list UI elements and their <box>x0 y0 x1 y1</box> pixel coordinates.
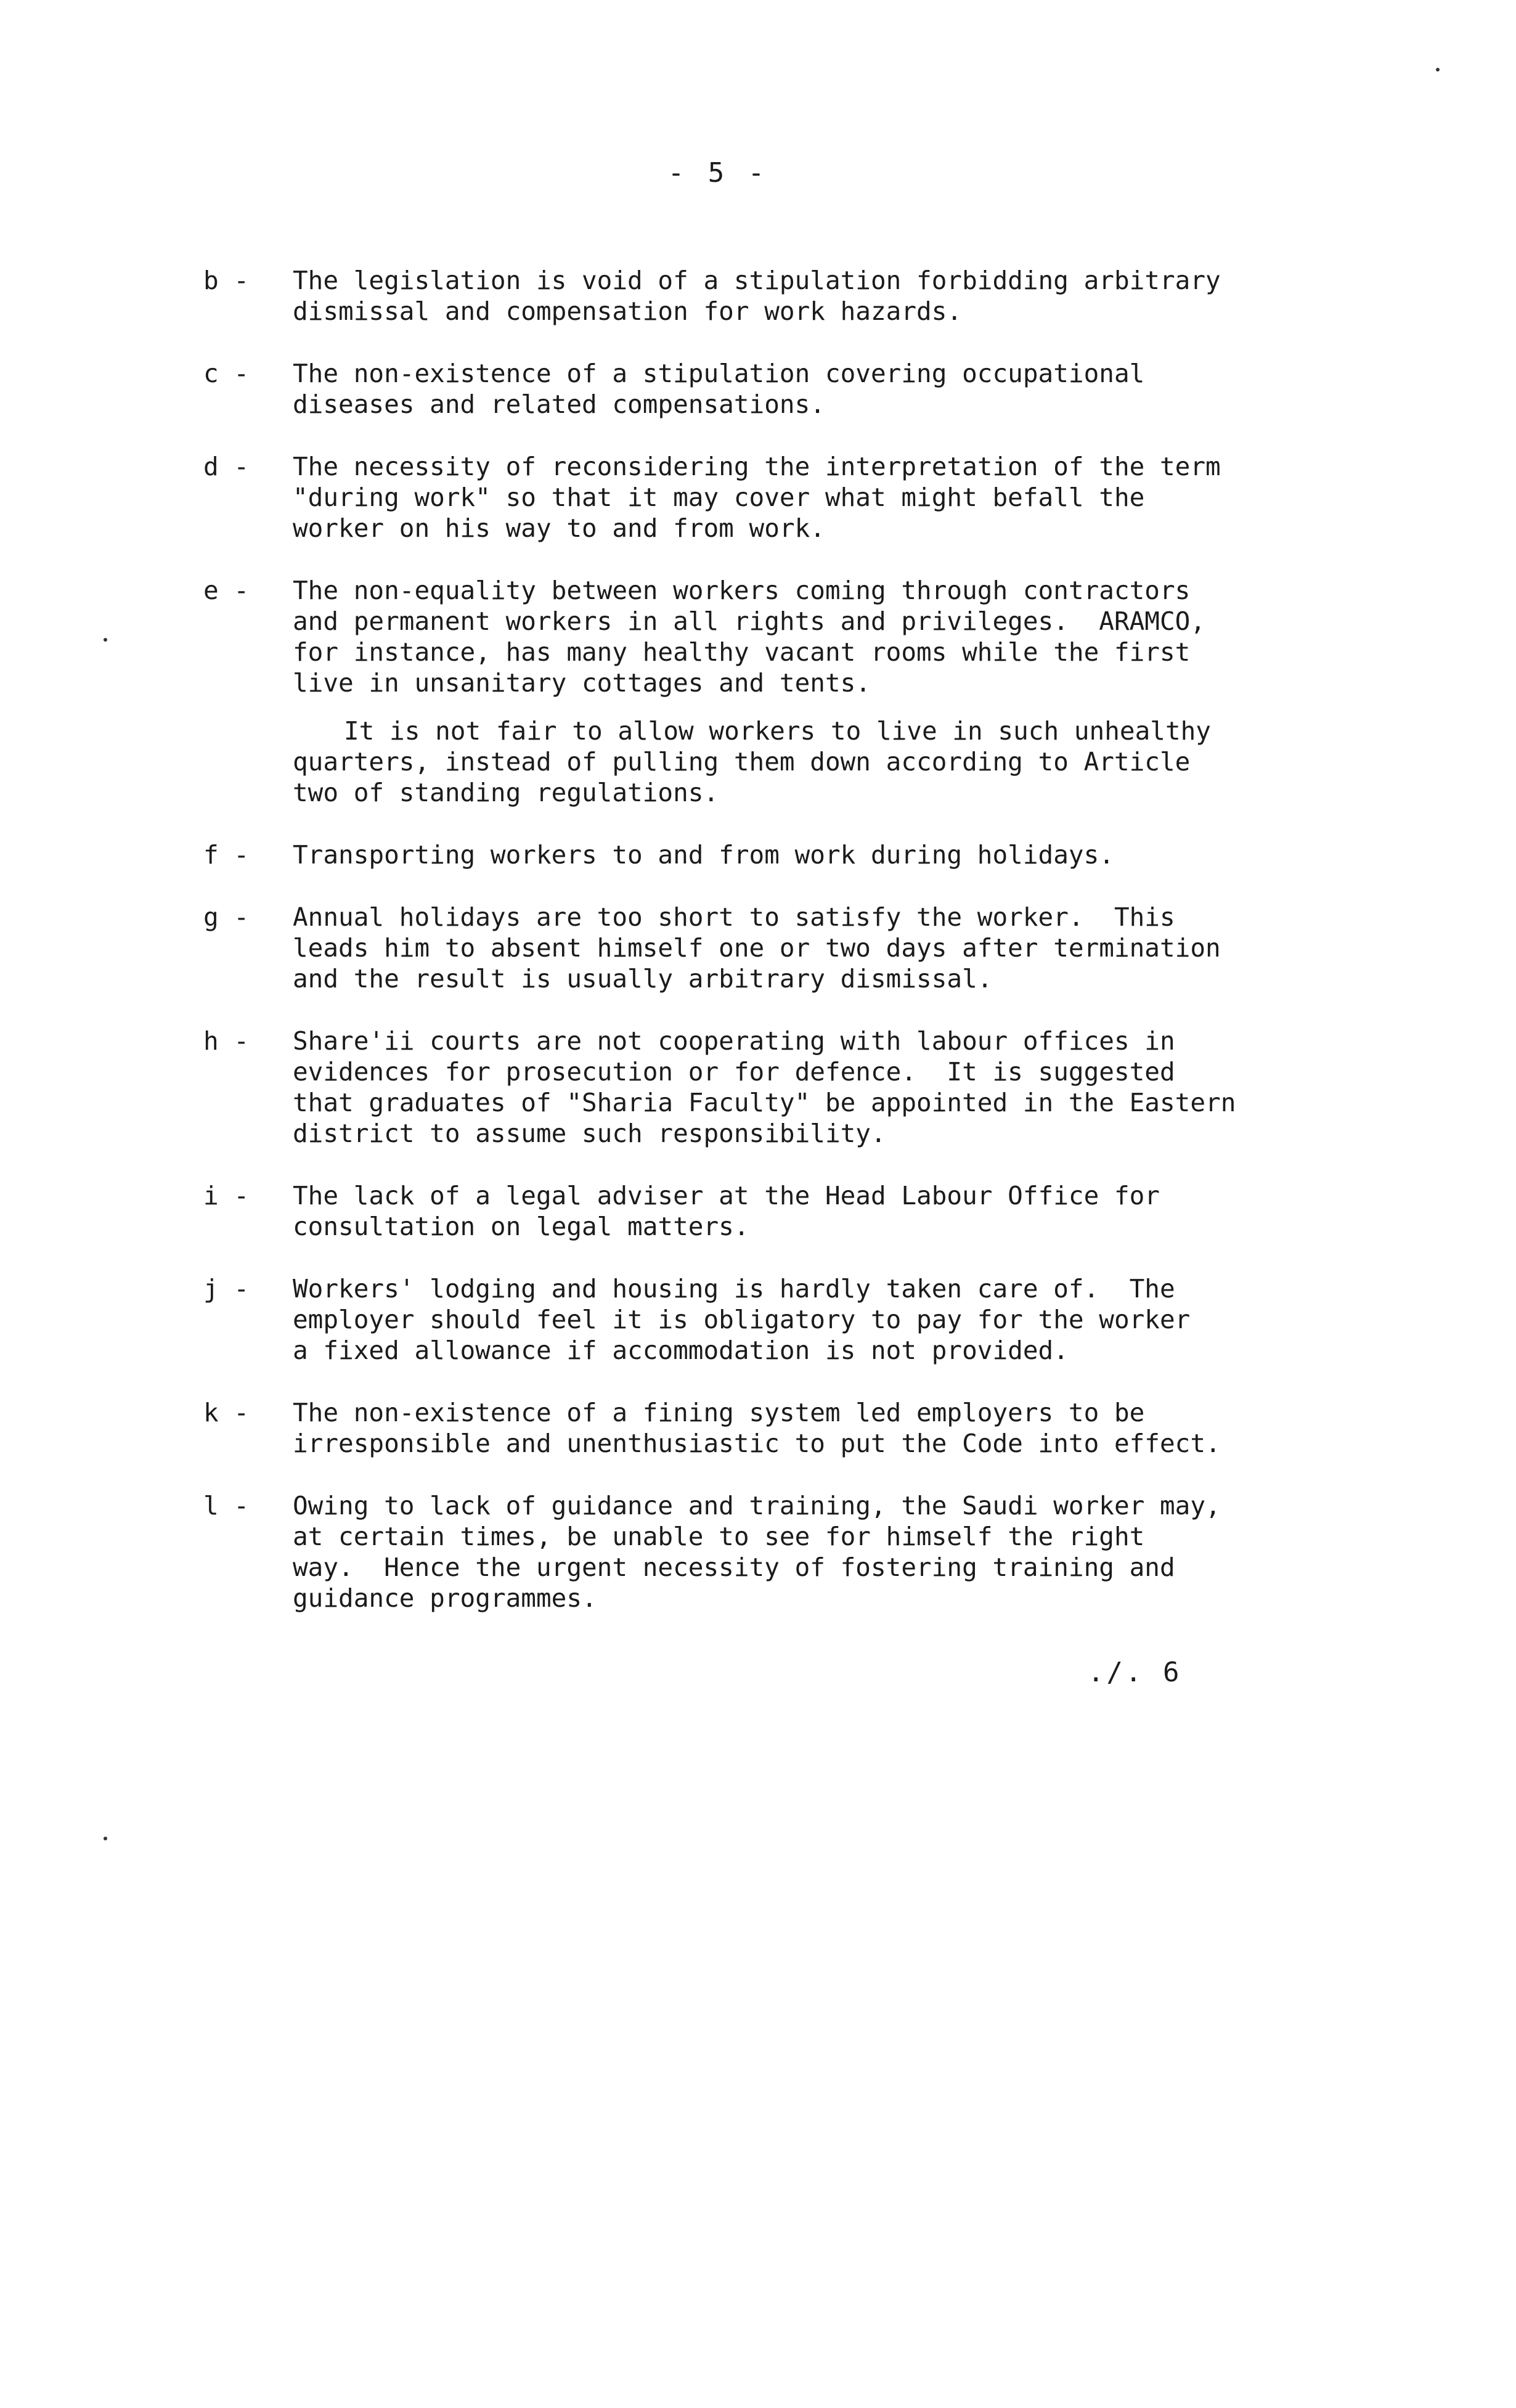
list-item <box>203 839 1374 870</box>
list-item <box>203 451 1374 544</box>
scan-speck <box>1436 68 1440 71</box>
text-line: diseases and related compensations. <box>293 390 825 419</box>
item-text <box>293 1026 1374 1149</box>
text-line: irresponsible and unenthusiastic to put the Code into effect. <box>293 1429 1221 1458</box>
list-item <box>203 1273 1374 1366</box>
text-line: employer should feel it is obligatory to pay for the worker <box>293 1305 1191 1334</box>
list-item <box>203 575 1374 808</box>
item-marker: f - <box>203 840 250 870</box>
item-text <box>293 575 1374 808</box>
item-marker: l - <box>203 1491 250 1520</box>
item-marker: i - <box>203 1181 250 1210</box>
text-line: consultation on legal matters. <box>293 1212 749 1241</box>
item-text <box>293 839 1374 870</box>
text-line: The necessity of reconsidering the interpretation of the term <box>293 452 1221 481</box>
item-marker: g - <box>203 902 250 932</box>
item-marker: h - <box>203 1026 250 1056</box>
item-text <box>293 1273 1374 1366</box>
item-text <box>293 265 1374 327</box>
text-line: live in unsanitary cottages and tents. <box>293 668 871 698</box>
text-line: The legislation is void of a stipulation forbidding arbitrary <box>293 266 1221 295</box>
text-line: worker on his way to and from work. <box>293 513 825 543</box>
item-text <box>293 1490 1374 1614</box>
text-line: guidance programmes. <box>293 1583 597 1613</box>
text-line: that graduates of "Sharia Faculty" be appointed in the Eastern <box>293 1088 1236 1117</box>
text-line: Owing to lack of guidance and training, the Saudi worker may, <box>293 1491 1221 1520</box>
item-text <box>293 358 1374 420</box>
scan-speck <box>104 1837 107 1840</box>
item-list <box>203 265 1374 1645</box>
text-line: The non-existence of a stipulation covering occupational <box>293 359 1145 388</box>
text-line: district to assume such responsibility. <box>293 1119 886 1148</box>
text-line: Annual holidays are too short to satisfy the worker. This <box>293 902 1175 932</box>
text-line: and the result is usually arbitrary dismissal. <box>293 964 993 994</box>
item-marker: d - <box>203 452 250 481</box>
page-number: - 5 - <box>667 157 768 189</box>
list-item <box>203 1026 1374 1149</box>
text-line: two of standing regulations. <box>293 778 719 807</box>
list-item <box>203 265 1374 327</box>
text-line: The non-existence of a fining system led employers to be <box>293 1398 1145 1427</box>
item-text <box>293 451 1374 544</box>
item-marker: e - <box>203 576 250 605</box>
text-line: quarters, instead of pulling them down according to Article <box>293 747 1191 777</box>
list-item <box>203 902 1374 994</box>
text-line: a fixed allowance if accommodation is not provided. <box>293 1336 1069 1365</box>
item-text <box>293 1180 1374 1242</box>
item-marker: j - <box>203 1274 250 1304</box>
text-line: Workers' lodging and housing is hardly taken care of. The <box>293 1274 1175 1304</box>
text-line: and permanent workers in all rights and privileges. ARAMCO, <box>293 606 1206 636</box>
text-line: The lack of a legal adviser at the Head Labour Office for <box>293 1181 1160 1210</box>
item-text <box>293 1397 1374 1459</box>
text-line: leads him to absent himself one or two days after termination <box>293 933 1221 963</box>
item-marker: k - <box>203 1398 250 1427</box>
list-item <box>203 1397 1374 1459</box>
list-item <box>203 1180 1374 1242</box>
continuation-marker: ./. 6 <box>1088 1657 1182 1688</box>
item-text <box>293 902 1374 994</box>
list-item <box>203 358 1374 420</box>
text-line: The non-equality between workers coming through contractors <box>293 576 1191 605</box>
list-item <box>203 1490 1374 1614</box>
item-marker: b - <box>203 266 250 295</box>
text-line: way. Hence the urgent necessity of fostering training and <box>293 1553 1175 1582</box>
item-marker: c - <box>203 359 250 388</box>
text-line: It is not fair to allow workers to live in such unhealthy <box>344 716 1211 746</box>
text-line: for instance, has many healthy vacant rooms while the first <box>293 637 1191 667</box>
text-line: "during work" so that it may cover what might befall the <box>293 483 1145 512</box>
text-line: Share'ii courts are not cooperating with labour offices in <box>293 1026 1175 1056</box>
item-subparagraph <box>293 716 1374 808</box>
text-line: evidences for prosecution or for defence. It is suggested <box>293 1057 1175 1087</box>
scan-speck <box>104 638 107 642</box>
text-line: at certain times, be unable to see for himself the right <box>293 1522 1145 1551</box>
text-line: Transporting workers to and from work during holidays. <box>293 840 1114 870</box>
text-line: dismissal and compensation for work hazards. <box>293 296 963 326</box>
